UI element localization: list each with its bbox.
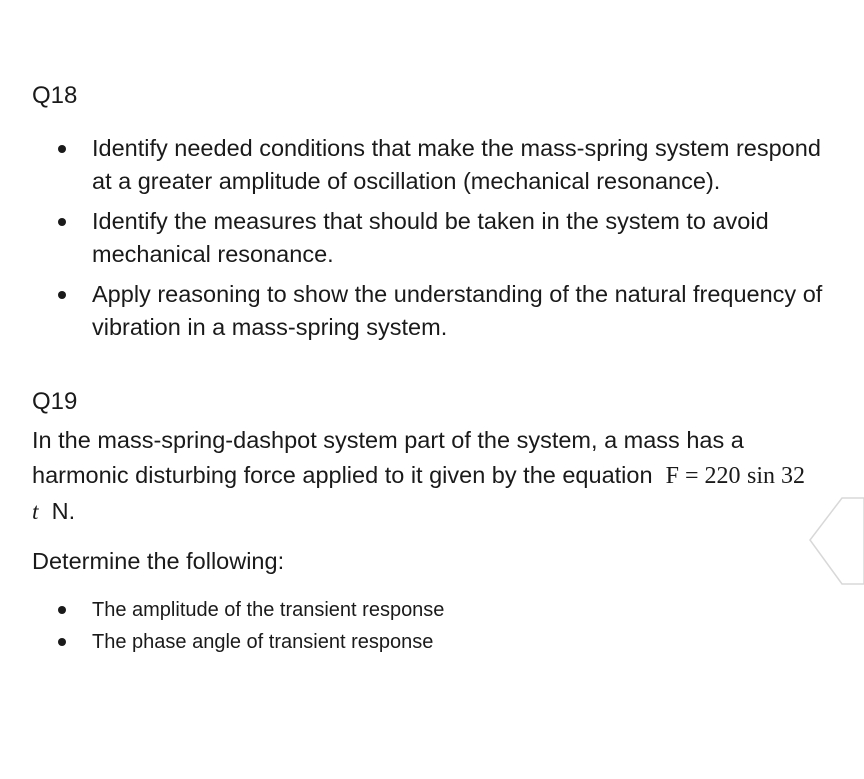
q19-problem-text (32, 423, 822, 530)
list-item-text: The phase angle of transient response (92, 631, 434, 653)
list-item (58, 132, 830, 198)
bullet-dot-icon (58, 291, 66, 299)
side-arrow-shape (808, 496, 864, 586)
q19-heading: Q19 (32, 388, 78, 415)
list-item-text: The amplitude of the transient response (92, 599, 445, 621)
q18-bullet-list (58, 132, 830, 344)
bullet-dot-icon (58, 218, 66, 226)
list-item-text: Identify needed conditions that make the mass-spring system respond at a greater amplitude of oscillation (mechanical resonance). (92, 135, 821, 194)
list-item (58, 626, 444, 658)
q18-heading: Q18 (32, 82, 78, 109)
bullet-dot-icon (58, 638, 66, 646)
equation-sin: sin 32 (747, 463, 806, 489)
determine-label: Determine the following: (32, 548, 285, 574)
list-item-text: Identify the measures that should be taken in the system to avoid mechanical resonance. (92, 208, 769, 267)
list-item (58, 278, 830, 344)
equation-unit: N. (51, 498, 76, 524)
bullet-dot-icon (58, 606, 66, 614)
equation-lhs: F = 220 (665, 463, 741, 489)
equation-t: t (32, 499, 39, 525)
list-item (58, 594, 444, 626)
q19-bullet-list (58, 594, 444, 658)
bullet-dot-icon (58, 145, 66, 153)
list-item (58, 205, 830, 271)
problem-statement: In the mass-spring-dashpot system part of the system, a mass has a harmonic disturbing force applied to it given by the equation (32, 427, 744, 488)
list-item-text: Apply reasoning to show the understanding of the natural frequency of vibration in a mass-spring system. (92, 281, 823, 340)
